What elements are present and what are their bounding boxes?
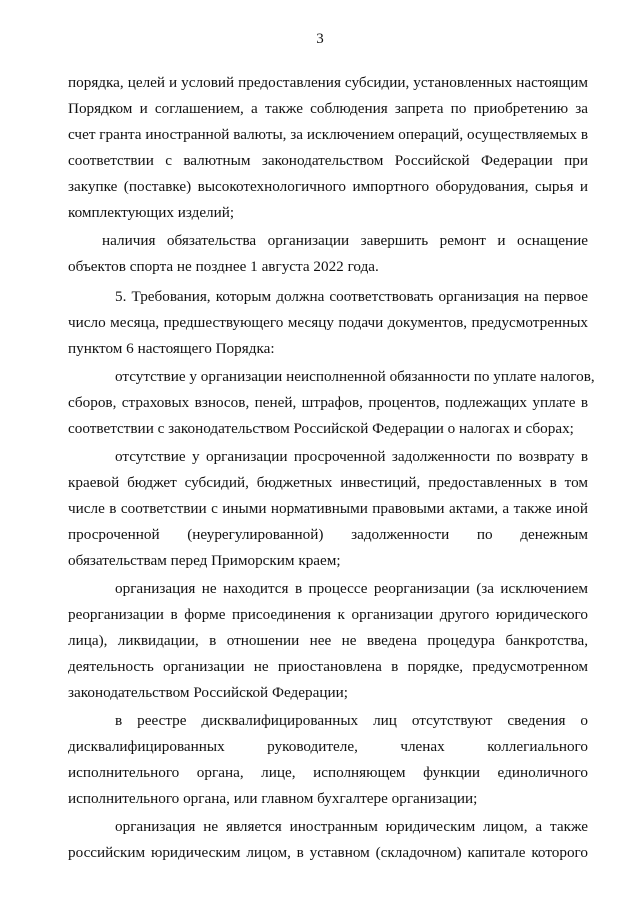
- document-body: [68, 70, 595, 866]
- text-line: соответствии с валютным законодательством Российской Федерации при: [68, 152, 588, 169]
- text-line: просроченной (неурегулированной) задолженности по денежным: [68, 526, 588, 543]
- text-line: объектов спорта не позднее 1 августа 2022 года.: [68, 258, 379, 275]
- text-line: числе в соответствии с иными нормативными правовыми актами, а также иной: [68, 500, 588, 517]
- text-line: счет гранта иностранной валюты, за исключением операций, осуществляемых в: [68, 126, 588, 143]
- paragraph: [68, 70, 588, 226]
- text-line: порядка, целей и условий предоставления субсидии, установленных настоящим: [68, 74, 588, 91]
- paragraph: [68, 814, 588, 866]
- text-line: наличия обязательства организации завершить ремонт и оснащение: [102, 232, 588, 249]
- text-line: сборов, страховых взносов, пеней, штрафов, процентов, подлежащих уплате в: [68, 394, 588, 411]
- text-line: соответствии с законодательством Российской Федерации о налогах и сборах;: [68, 420, 574, 437]
- text-line: отсутствие у организации просроченной задолженности по возврату в: [115, 448, 588, 465]
- text-line: лица), ликвидации, в отношении нее не введена процедура банкротства,: [68, 632, 588, 649]
- paragraph: [68, 444, 588, 574]
- text-line: Порядком и соглашением, а также соблюдения запрета по приобретению за: [68, 100, 588, 117]
- paragraph: [68, 576, 588, 706]
- text-line: число месяца, предшествующего месяцу подачи документов, предусмотренных: [68, 314, 588, 331]
- paragraph: [68, 364, 595, 442]
- text-line: исполнительного органа, лице, исполняющем функции единоличного: [68, 764, 588, 781]
- text-line: реорганизации в форме присоединения к организации другого юридического: [68, 606, 588, 623]
- text-line: в реестре дисквалифицированных лиц отсутствуют сведения о: [115, 712, 588, 729]
- text-line: дисквалифицированных руководителе, членах коллегиального: [68, 738, 588, 755]
- text-line: закупке (поставке) высокотехнологичного импортного оборудования, сырья и: [68, 178, 588, 195]
- text-line: краевой бюджет субсидий, бюджетных инвестиций, предоставленных в том: [68, 474, 588, 491]
- text-line: организация не является иностранным юридическим лицом, а также: [115, 818, 588, 835]
- text-line: законодательством Российской Федерации;: [68, 684, 348, 701]
- paragraph: [68, 708, 588, 812]
- text-line: пунктом 6 настоящего Порядка:: [68, 340, 275, 357]
- paragraph: [68, 284, 588, 362]
- text-line: организация не находится в процессе реорганизации (за исключением: [115, 580, 588, 597]
- page-number: 3: [316, 31, 324, 47]
- paragraph: [68, 228, 588, 280]
- text-line: деятельность организации не приостановлена в порядке, предусмотренном: [68, 658, 588, 675]
- text-line: комплектующих изделий;: [68, 204, 235, 221]
- text-line: российским юридическим лицом, в уставном (складочном) капитале которого: [68, 844, 588, 861]
- text-line: обязательствам перед Приморским краем;: [68, 552, 341, 569]
- text-line: 5. Требования, которым должна соответствовать организация на первое: [115, 288, 588, 305]
- text-line: исполнительного органа, или главном бухгалтере организации;: [68, 790, 478, 807]
- text-line: отсутствие у организации неисполненной обязанности по уплате налогов,: [115, 368, 595, 385]
